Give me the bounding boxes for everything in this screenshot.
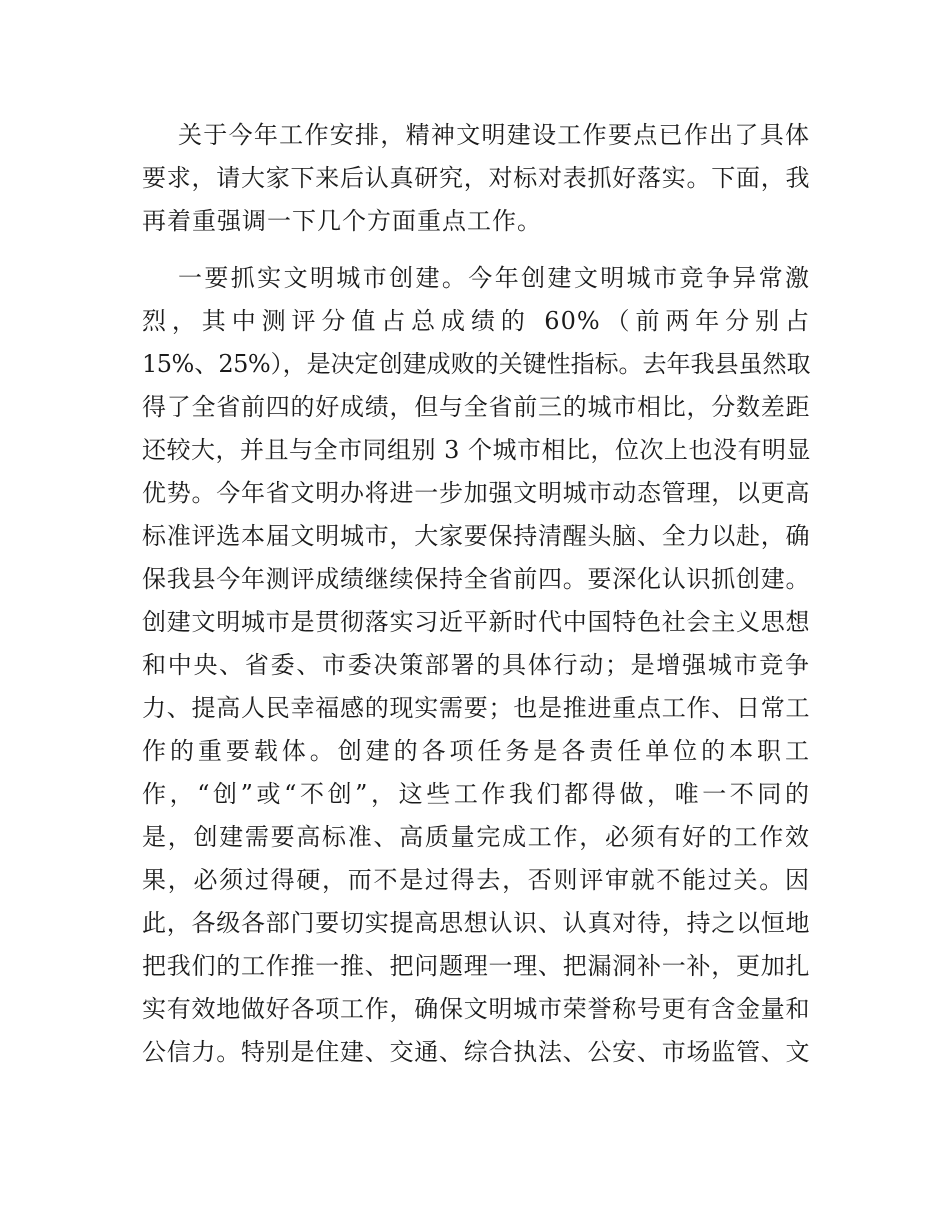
paragraph-line: 得了全省前四的好成绩，但与全省前三的城市相比，分数差距	[142, 393, 810, 421]
paragraph-line: 优势。今年省文明办将进一步加强文明城市动态管理，以更高	[142, 479, 810, 507]
paragraph-line: 标准评选本届文明城市，大家要保持清醒头脑、全力以赴，确	[142, 522, 810, 550]
paragraph-line: 和中央、省委、市委决策部署的具体行动；是增强城市竞争	[142, 651, 810, 679]
paragraph-line: 烈，其中测评分值占总成绩的 60%（前两年分别占	[142, 307, 810, 335]
paragraph-civilized-city	[142, 257, 810, 1074]
paragraph-line: 此，各级各部门要切实提高思想认识、认真对待，持之以恒地	[142, 909, 810, 937]
paragraph-line: 力、提高人民幸福感的现实需要；也是推进重点工作、日常工	[142, 694, 810, 722]
paragraph-line: 一要抓实文明城市创建。今年创建文明城市竞争异常激	[178, 264, 810, 292]
paragraph-line: 果，必须过得硬，而不是过得去，否则评审就不能过关。因	[142, 866, 810, 894]
paragraph-line: 作的重要载体。创建的各项任务是各责任单位的本职工	[142, 737, 810, 765]
paragraph-line: 作，“创”或“不创”，这些工作我们都得做，唯一不同的	[142, 780, 810, 808]
paragraph-line: 把我们的工作推一推、把问题理一理、把漏洞补一补，更加扎	[142, 952, 810, 980]
paragraph-line: 15%、25%），是决定创建成败的关键性指标。去年我县虽然取	[142, 350, 810, 378]
paragraph-line: 还较大，并且与全市同组别 3 个城市相比，位次上也没有明显	[142, 436, 812, 464]
paragraph-line: 要求，请大家下来后认真研究，对标对表抓好落实。下面，我	[142, 164, 810, 192]
paragraph-line: 公信力。特别是住建、交通、综合执法、公安、市场监管、文	[142, 1038, 810, 1066]
paragraph-line: 保我县今年测评成绩继续保持全省前四。要深化认识抓创建。	[142, 565, 810, 593]
paragraph-line: 是，创建需要高标准、高质量完成工作，必须有好的工作效	[142, 823, 810, 851]
paragraph-line: 再着重强调一下几个方面重点工作。	[142, 207, 542, 235]
paragraph-line: 关于今年工作安排，精神文明建设工作要点已作出了具体	[178, 121, 810, 149]
paragraph-work-arrangement	[142, 114, 810, 243]
paragraph-line: 实有效地做好各项工作，确保文明城市荣誉称号更有含金量和	[142, 995, 810, 1023]
paragraph-line: 创建文明城市是贯彻落实习近平新时代中国特色社会主义思想	[142, 608, 810, 636]
